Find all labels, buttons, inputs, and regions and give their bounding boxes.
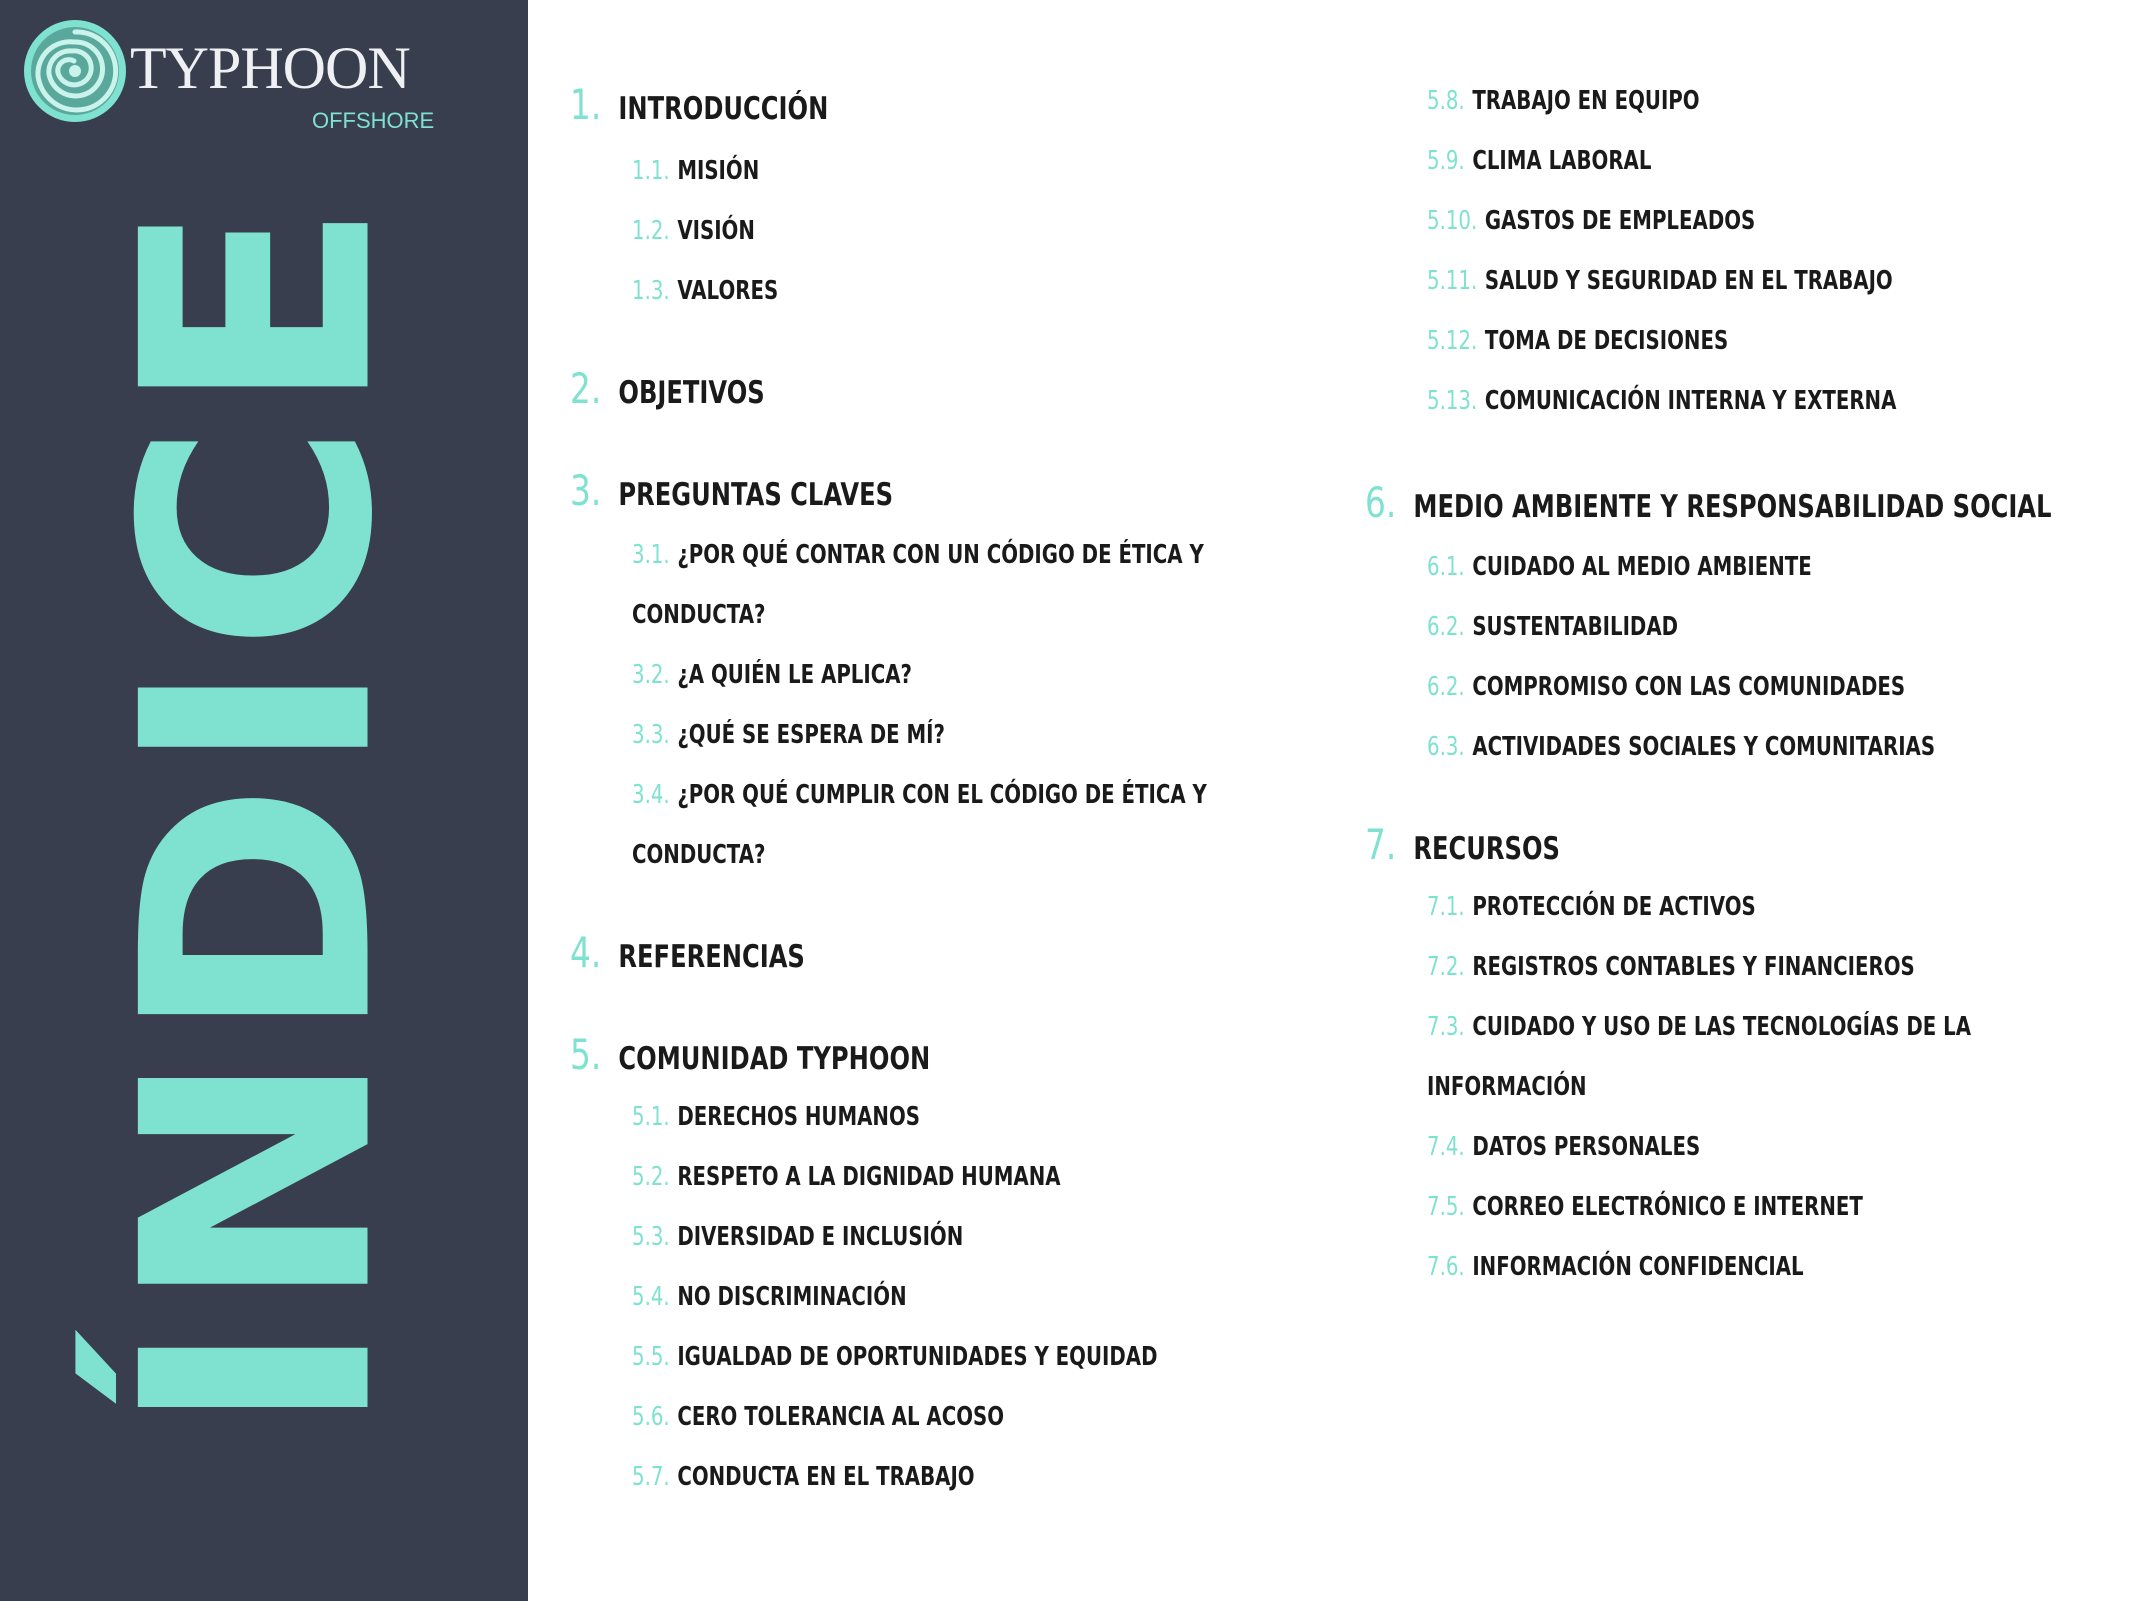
toc-item-1-1[interactable]: [632, 156, 759, 186]
toc-number: 5.4.: [632, 1282, 670, 1312]
toc-number: 7.6.: [1427, 1252, 1465, 1282]
toc-label: SUSTENTABILIDAD: [1472, 612, 1679, 642]
toc-label: CONDUCTA EN EL TRABAJO: [677, 1462, 975, 1492]
toc-label: NO DISCRIMINACIÓN: [677, 1282, 907, 1312]
toc-item-5-6[interactable]: [632, 1402, 1004, 1432]
toc-number: 5.2.: [632, 1162, 670, 1192]
toc-item-1-3[interactable]: [632, 276, 778, 306]
toc-number: 3.1.: [632, 540, 670, 570]
toc-number: 7.5.: [1427, 1192, 1465, 1222]
toc-label: INFORMACIÓN CONFIDENCIAL: [1472, 1252, 1804, 1282]
toc-number: 7.4.: [1427, 1132, 1465, 1162]
toc-number: 3.2.: [632, 660, 670, 690]
toc-number: 5.6.: [632, 1402, 670, 1432]
toc-label: ¿A QUIÉN LE APLICA?: [677, 660, 913, 690]
toc-item-5-11[interactable]: [1427, 266, 1893, 296]
toc-label: COMPROMISO CON LAS COMUNIDADES: [1472, 672, 1906, 702]
toc-number: 3.4.: [632, 780, 670, 810]
toc-item-5-3[interactable]: [632, 1222, 963, 1252]
toc-item-3-3[interactable]: [632, 720, 945, 750]
page-title: ÍNDICE: [76, 194, 443, 1436]
toc-number: 5.: [570, 1030, 602, 1079]
toc-label: CLIMA LABORAL: [1472, 146, 1652, 176]
toc-label: TOMA DE DECISIONES: [1484, 326, 1729, 356]
toc-label: ¿QUÉ SE ESPERA DE MÍ?: [677, 720, 945, 750]
toc-label: DIVERSIDAD E INCLUSIÓN: [677, 1222, 964, 1252]
toc-number: 7.: [1365, 820, 1397, 869]
toc-label: RECURSOS: [1413, 831, 1560, 867]
toc-label: ¿POR QUÉ CUMPLIR CON EL CÓDIGO DE ÉTICA Y: [677, 780, 1207, 810]
brand-logo: [22, 18, 442, 133]
toc-item-5-1[interactable]: [632, 1102, 920, 1132]
toc-section-1[interactable]: [570, 80, 828, 129]
toc-label: INTRODUCCIÓN: [618, 91, 829, 127]
toc-number: 1.1.: [632, 156, 670, 186]
toc-number: 5.9.: [1427, 146, 1465, 176]
toc-number: 7.1.: [1427, 892, 1465, 922]
toc-number: 2.: [570, 364, 602, 413]
toc-item-5-12[interactable]: [1427, 326, 1728, 356]
toc-item-5-2[interactable]: [632, 1162, 1061, 1192]
toc-item-3-1[interactable]: [632, 540, 1204, 570]
toc-label: CUIDADO AL MEDIO AMBIENTE: [1472, 552, 1812, 582]
toc-item-3-4-continued: CONDUCTA?: [632, 840, 766, 870]
toc-number: 5.8.: [1427, 86, 1465, 116]
toc-label: RESPETO A LA DIGNIDAD HUMANA: [677, 1162, 1061, 1192]
toc-item-6-2-communities[interactable]: [1427, 672, 1905, 702]
toc-item-7-1[interactable]: [1427, 892, 1756, 922]
toc-item-6-3[interactable]: [1427, 732, 1935, 762]
toc-label: SALUD Y SEGURIDAD EN EL TRABAJO: [1484, 266, 1893, 296]
toc-label: IGUALDAD DE OPORTUNIDADES Y EQUIDAD: [677, 1342, 1158, 1372]
brand-subtitle: OFFSHORE: [312, 108, 435, 133]
toc-number: 5.10.: [1427, 206, 1478, 236]
toc-item-7-3[interactable]: [1427, 1012, 1971, 1042]
toc-label: CUIDADO Y USO DE LAS TECNOLOGÍAS DE LA: [1472, 1012, 1972, 1042]
toc-label: REGISTROS CONTABLES Y FINANCIEROS: [1472, 952, 1915, 982]
toc-item-5-13[interactable]: [1427, 386, 1896, 416]
toc-label: PROTECCIÓN DE ACTIVOS: [1472, 892, 1756, 922]
toc-item-5-10[interactable]: [1427, 206, 1755, 236]
toc-section-7[interactable]: [1365, 820, 1560, 869]
toc-number: 5.3.: [632, 1222, 670, 1252]
toc-label: OBJETIVOS: [618, 375, 765, 411]
toc-number: 6.2.: [1427, 672, 1465, 702]
toc-label: COMUNIDAD TYPHOON: [618, 1041, 931, 1077]
toc-label: MEDIO AMBIENTE Y RESPONSABILIDAD SOCIAL: [1413, 489, 2052, 525]
toc-label: TRABAJO EN EQUIPO: [1472, 86, 1700, 116]
toc-item-7-6[interactable]: [1427, 1252, 1804, 1282]
toc-label: ¿POR QUÉ CONTAR CON UN CÓDIGO DE ÉTICA Y: [677, 540, 1204, 570]
toc-item-5-4[interactable]: [632, 1282, 907, 1312]
toc-number: 6.: [1365, 478, 1397, 527]
spiral-logo-icon: [22, 18, 128, 124]
toc-label: CERO TOLERANCIA AL ACOSO: [677, 1402, 1005, 1432]
toc-item-7-5[interactable]: [1427, 1192, 1863, 1222]
toc-item-3-4[interactable]: [632, 780, 1207, 810]
toc-item-7-2[interactable]: [1427, 952, 1915, 982]
toc-item-5-8[interactable]: [1427, 86, 1700, 116]
toc-item-7-3-continued: INFORMACIÓN: [1427, 1072, 1587, 1102]
toc-label: REFERENCIAS: [618, 939, 805, 975]
toc-number: 6.3.: [1427, 732, 1465, 762]
toc-number: 5.5.: [632, 1342, 670, 1372]
toc-number: 6.1.: [1427, 552, 1465, 582]
toc-number: 3.: [570, 466, 602, 515]
toc-number: 5.11.: [1427, 266, 1478, 296]
toc-number: 5.1.: [632, 1102, 670, 1132]
toc-item-5-9[interactable]: [1427, 146, 1651, 176]
toc-number: 1.3.: [632, 276, 670, 306]
toc-label: GASTOS DE EMPLEADOS: [1484, 206, 1756, 236]
toc-item-7-4[interactable]: [1427, 1132, 1700, 1162]
toc-label: CORREO ELECTRÓNICO E INTERNET: [1472, 1192, 1863, 1222]
toc-label: COMUNICACIÓN INTERNA Y EXTERNA: [1484, 386, 1897, 416]
toc-label: VALORES: [677, 276, 779, 306]
toc-item-1-2[interactable]: [632, 216, 755, 246]
toc-label: MISIÓN: [677, 156, 760, 186]
toc-number: 3.3.: [632, 720, 670, 750]
toc-item-5-7[interactable]: [632, 1462, 975, 1492]
toc-section-4[interactable]: [570, 928, 805, 977]
sidebar: [0, 0, 528, 1601]
toc-label: VISIÓN: [677, 216, 755, 246]
toc-item-3-1-continued: CONDUCTA?: [632, 600, 766, 630]
toc-number: 6.2.: [1427, 612, 1465, 642]
toc-number: 1.: [570, 80, 602, 129]
toc-number: 1.2.: [632, 216, 670, 246]
toc-number: 5.7.: [632, 1462, 670, 1492]
toc-label: ACTIVIDADES SOCIALES Y COMUNITARIAS: [1472, 732, 1936, 762]
toc-number: 4.: [570, 928, 602, 977]
toc-item-6-1[interactable]: [1427, 552, 1812, 582]
toc-number: 5.13.: [1427, 386, 1478, 416]
brand-name: TYPHOON: [130, 35, 410, 101]
toc-item-3-2[interactable]: [632, 660, 912, 690]
toc-section-6[interactable]: [1365, 478, 2051, 527]
toc-number: 7.3.: [1427, 1012, 1465, 1042]
toc-label: DATOS PERSONALES: [1472, 1132, 1701, 1162]
toc-section-2[interactable]: [570, 364, 765, 413]
toc-section-3[interactable]: [570, 466, 893, 515]
toc-label: PREGUNTAS CLAVES: [618, 477, 894, 513]
toc-label: DERECHOS HUMANOS: [677, 1102, 920, 1132]
toc-number: 5.12.: [1427, 326, 1478, 356]
toc-item-5-5[interactable]: [632, 1342, 1157, 1372]
toc-item-6-2-sustainability[interactable]: [1427, 612, 1678, 642]
toc-section-5[interactable]: [570, 1030, 930, 1079]
toc-number: 7.2.: [1427, 952, 1465, 982]
